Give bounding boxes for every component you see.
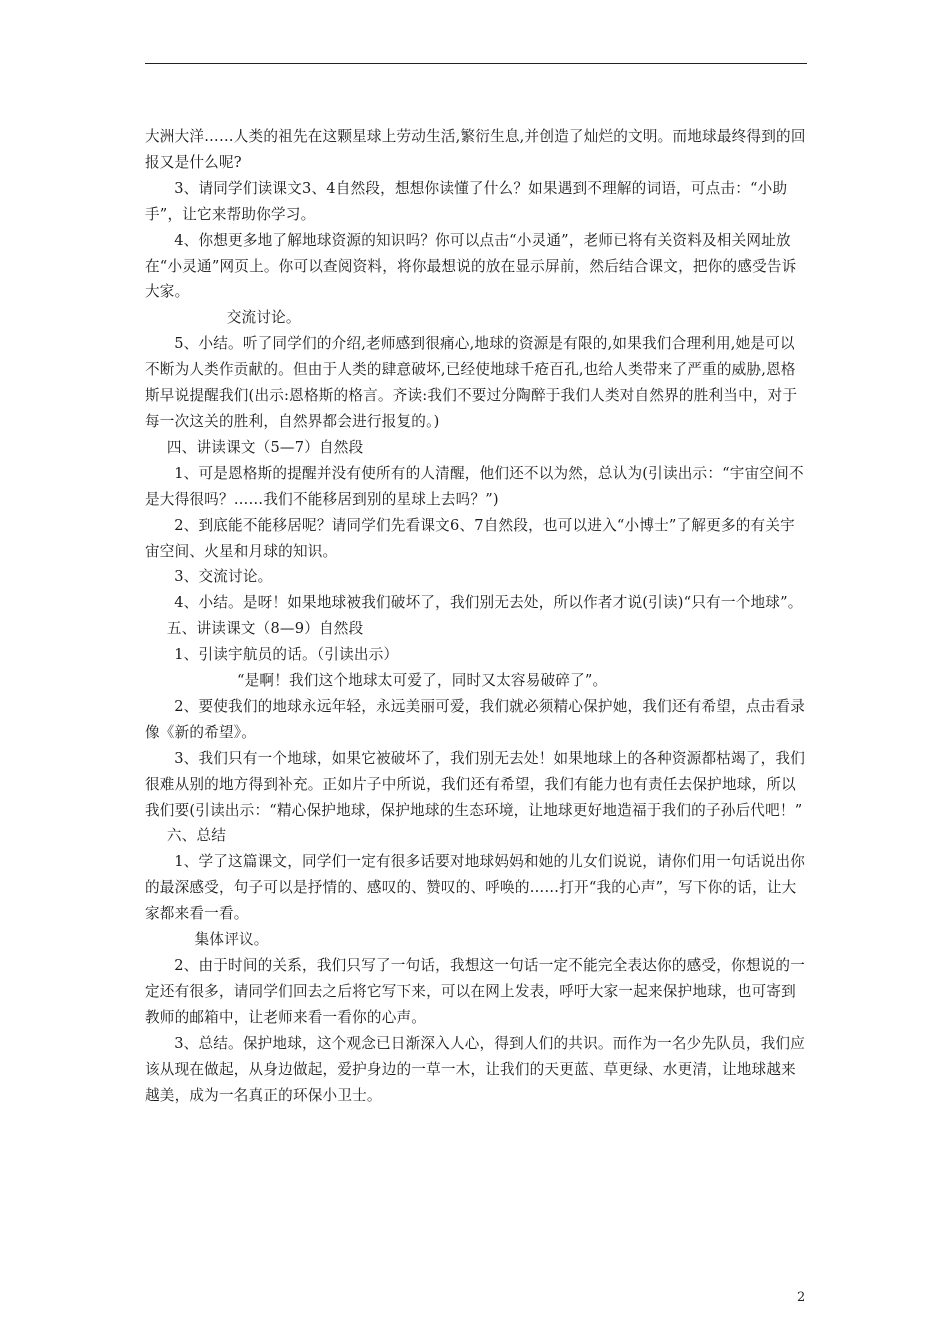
paragraph: 1、学了这篇课文，同学们一定有很多话要对地球妈妈和她的儿女们说说，请你们用一句话说出你的最深感受，句子可以是抒情的、感叹的、赞叹的、呼唤的……打开“我的心声”，写下你的话，让大家都来看一看。 <box>145 853 806 923</box>
paragraph: 大洲大洋……人类的祖先在这颗星球上劳动生活,繁衍生息,并创造了灿烂的文明。而地球最终得到的回报又是什么呢? <box>145 128 806 171</box>
paragraph: 5、小结。听了同学们的介绍,老师感到很痛心,地球的资源是有限的,如果我们合理利用,她是可以不断为人类作贡献的。但由于人类的肆意破坏,已经使地球千疮百孔,也给人类带来了严重的威胁,恩格斯早说提醒我们(出示:恩格斯的格言。齐读:我们不要过分陶醉于我们人类对自然界的胜利当中，对于每一次这关的胜利，自然界都会进行报复的。) <box>145 335 798 430</box>
paragraph: 3、总结。保护地球，这个观念已日渐深入人心，得到人们的共识。而作为一名少先队员，我们应该从现在做起，从身边做起，爱护身边的一草一木，让我们的天更蓝、草更绿、水更清，让地球越来越美，成为一名真正的环保小卫士。 <box>145 1034 806 1104</box>
document-body <box>145 124 809 1108</box>
quote: “是啊！我们这个地球太可爱了，同时又太容易破碎了”。 <box>236 672 608 690</box>
section-heading: 六、总结 <box>166 827 227 845</box>
paragraph: 3、交流讨论。 <box>174 568 273 586</box>
paragraph: 交流讨论。 <box>226 309 301 327</box>
section-heading: 五、讲读课文（8—9）自然段 <box>166 620 364 638</box>
header-rule <box>145 63 807 64</box>
section-heading: 四、讲读课文（5—7）自然段 <box>166 438 364 456</box>
paragraph: 2、由于时间的关系，我们只写了一句话，我想这一句话一定不能完全表达你的感受，你想说的一定还有很多，请同学们回去之后将它写下来，可以在网上发表，呼吁大家一起来保护地球，也可寄到教师的邮箱中，让老师来看一看你的心声。 <box>145 957 806 1026</box>
paragraph: 2、要使我们的地球永远年轻，永远美丽可爱，我们就必须精心保护她，我们还有希望，点击看录像《新的希望》。 <box>145 697 806 741</box>
paragraph: 1、可是恩格斯的提醒并没有使所有的人清醒，他们还不以为然，总认为(引读出示：“宇宙空间不是大得很吗？……我们不能移居到别的星球上去吗？”) <box>145 464 804 508</box>
paragraph: 1、引读宇航员的话。（引读出示） <box>174 646 399 664</box>
paragraph: 2、到底能不能移居呢？请同学们先看课文6、7自然段，也可以进入“小博士”了解更多的有关宇宙空间、火星和月球的知识。 <box>145 516 795 560</box>
paragraph: 3、我们只有一个地球，如果它被破坏了，我们别无去处！如果地球上的各种资源都枯竭了，我们很难从别的地方得到补充。正如片子中所说，我们还有希望，我们有能力也有责任去保护地球，所以我们要(引读出示：“精心保护地球，保护地球的生态环境，让地球更好地造福于我们的子孙后代吧！” <box>145 749 806 819</box>
paragraph: 4、你想更多地了解地球资源的知识吗？你可以点击“小灵通”，老师已将有关资料及相关网址放在“小灵通”网页上。你可以查阅资料，将你最想说的放在显示屏前，然后结合课文，把你的感受告诉大家。 <box>145 231 797 301</box>
paragraph: 集体评议。 <box>194 931 269 949</box>
paragraph: 4、小结。是呀！如果地球被我们破坏了，我们别无去处，所以作者才说(引读)“只有一个地球”。 <box>174 594 803 612</box>
paragraph: 3、请同学们读课文3、4自然段，想想你读懂了什么？如果遇到不理解的词语，可点击：“小助手”，让它来帮助你学习。 <box>145 179 788 223</box>
page-number: 2 <box>797 1290 806 1305</box>
